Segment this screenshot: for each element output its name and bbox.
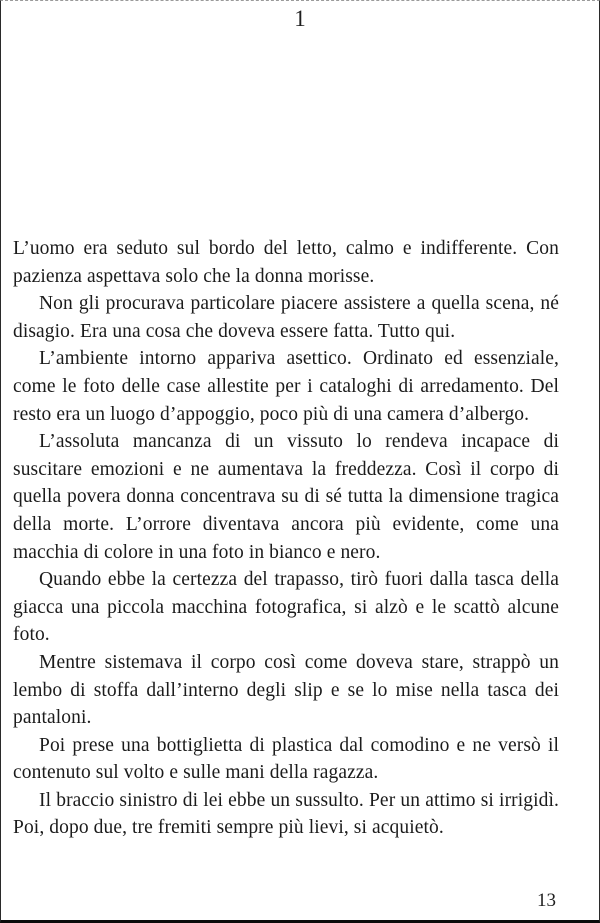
paragraph: Quando ebbe la certezza del trapasso, tirò fuori dalla tasca della giacca una piccola macchina fotografica, si alzò e le scattò alcune foto. [13,569,559,646]
paragraph: Mentre sistemava il corpo così come doveva stare, strappò un lembo di stoffa dall’interno degli slip e se lo mise nella tasca dei pantaloni. [13,651,559,729]
paragraph: L’uomo era seduto sul bordo del letto, calmo e indifferente. Con pazienza aspettava solo che la donna morisse. [13,238,559,287]
chapter-number: 1 [294,6,306,31]
paragraph: L’ambiente intorno appariva asettico. Ordinato ed essenziale, come le foto delle case allestite per i cataloghi di arredamento. Del resto era un luogo d’appoggio, poco più di una camera d’albergo. [13,348,559,425]
body-text-block [13,235,559,842]
paragraph: Poi prese una bottiglietta di plastica dal comodino e ne versò il contenuto sul volto e sulle mani della ragazza. [13,734,559,784]
paragraph: L’assoluta mancanza di un vissuto lo rendeva incapace di suscitare emozioni e ne aumentava la freddezza. Così il corpo di quella povera donna concentrava su di sé tutta la dimensione tragica della morte. L’orrore diventava ancora più evidente, come una macchia di colore in una foto in bianco e nero. [13,431,559,563]
paragraph: Il braccio sinistro di lei ebbe un sussulto. Per un attimo si irrigidì. Poi, dopo due, tre fremiti sempre più lievi, si acquietò. [13,789,559,839]
paragraph: Non gli procurava particolare piacere assistere a quella scena, né disagio. Era una cosa che doveva essere fatta. Tutto qui. [13,293,559,342]
page-number: 13 [537,890,556,911]
